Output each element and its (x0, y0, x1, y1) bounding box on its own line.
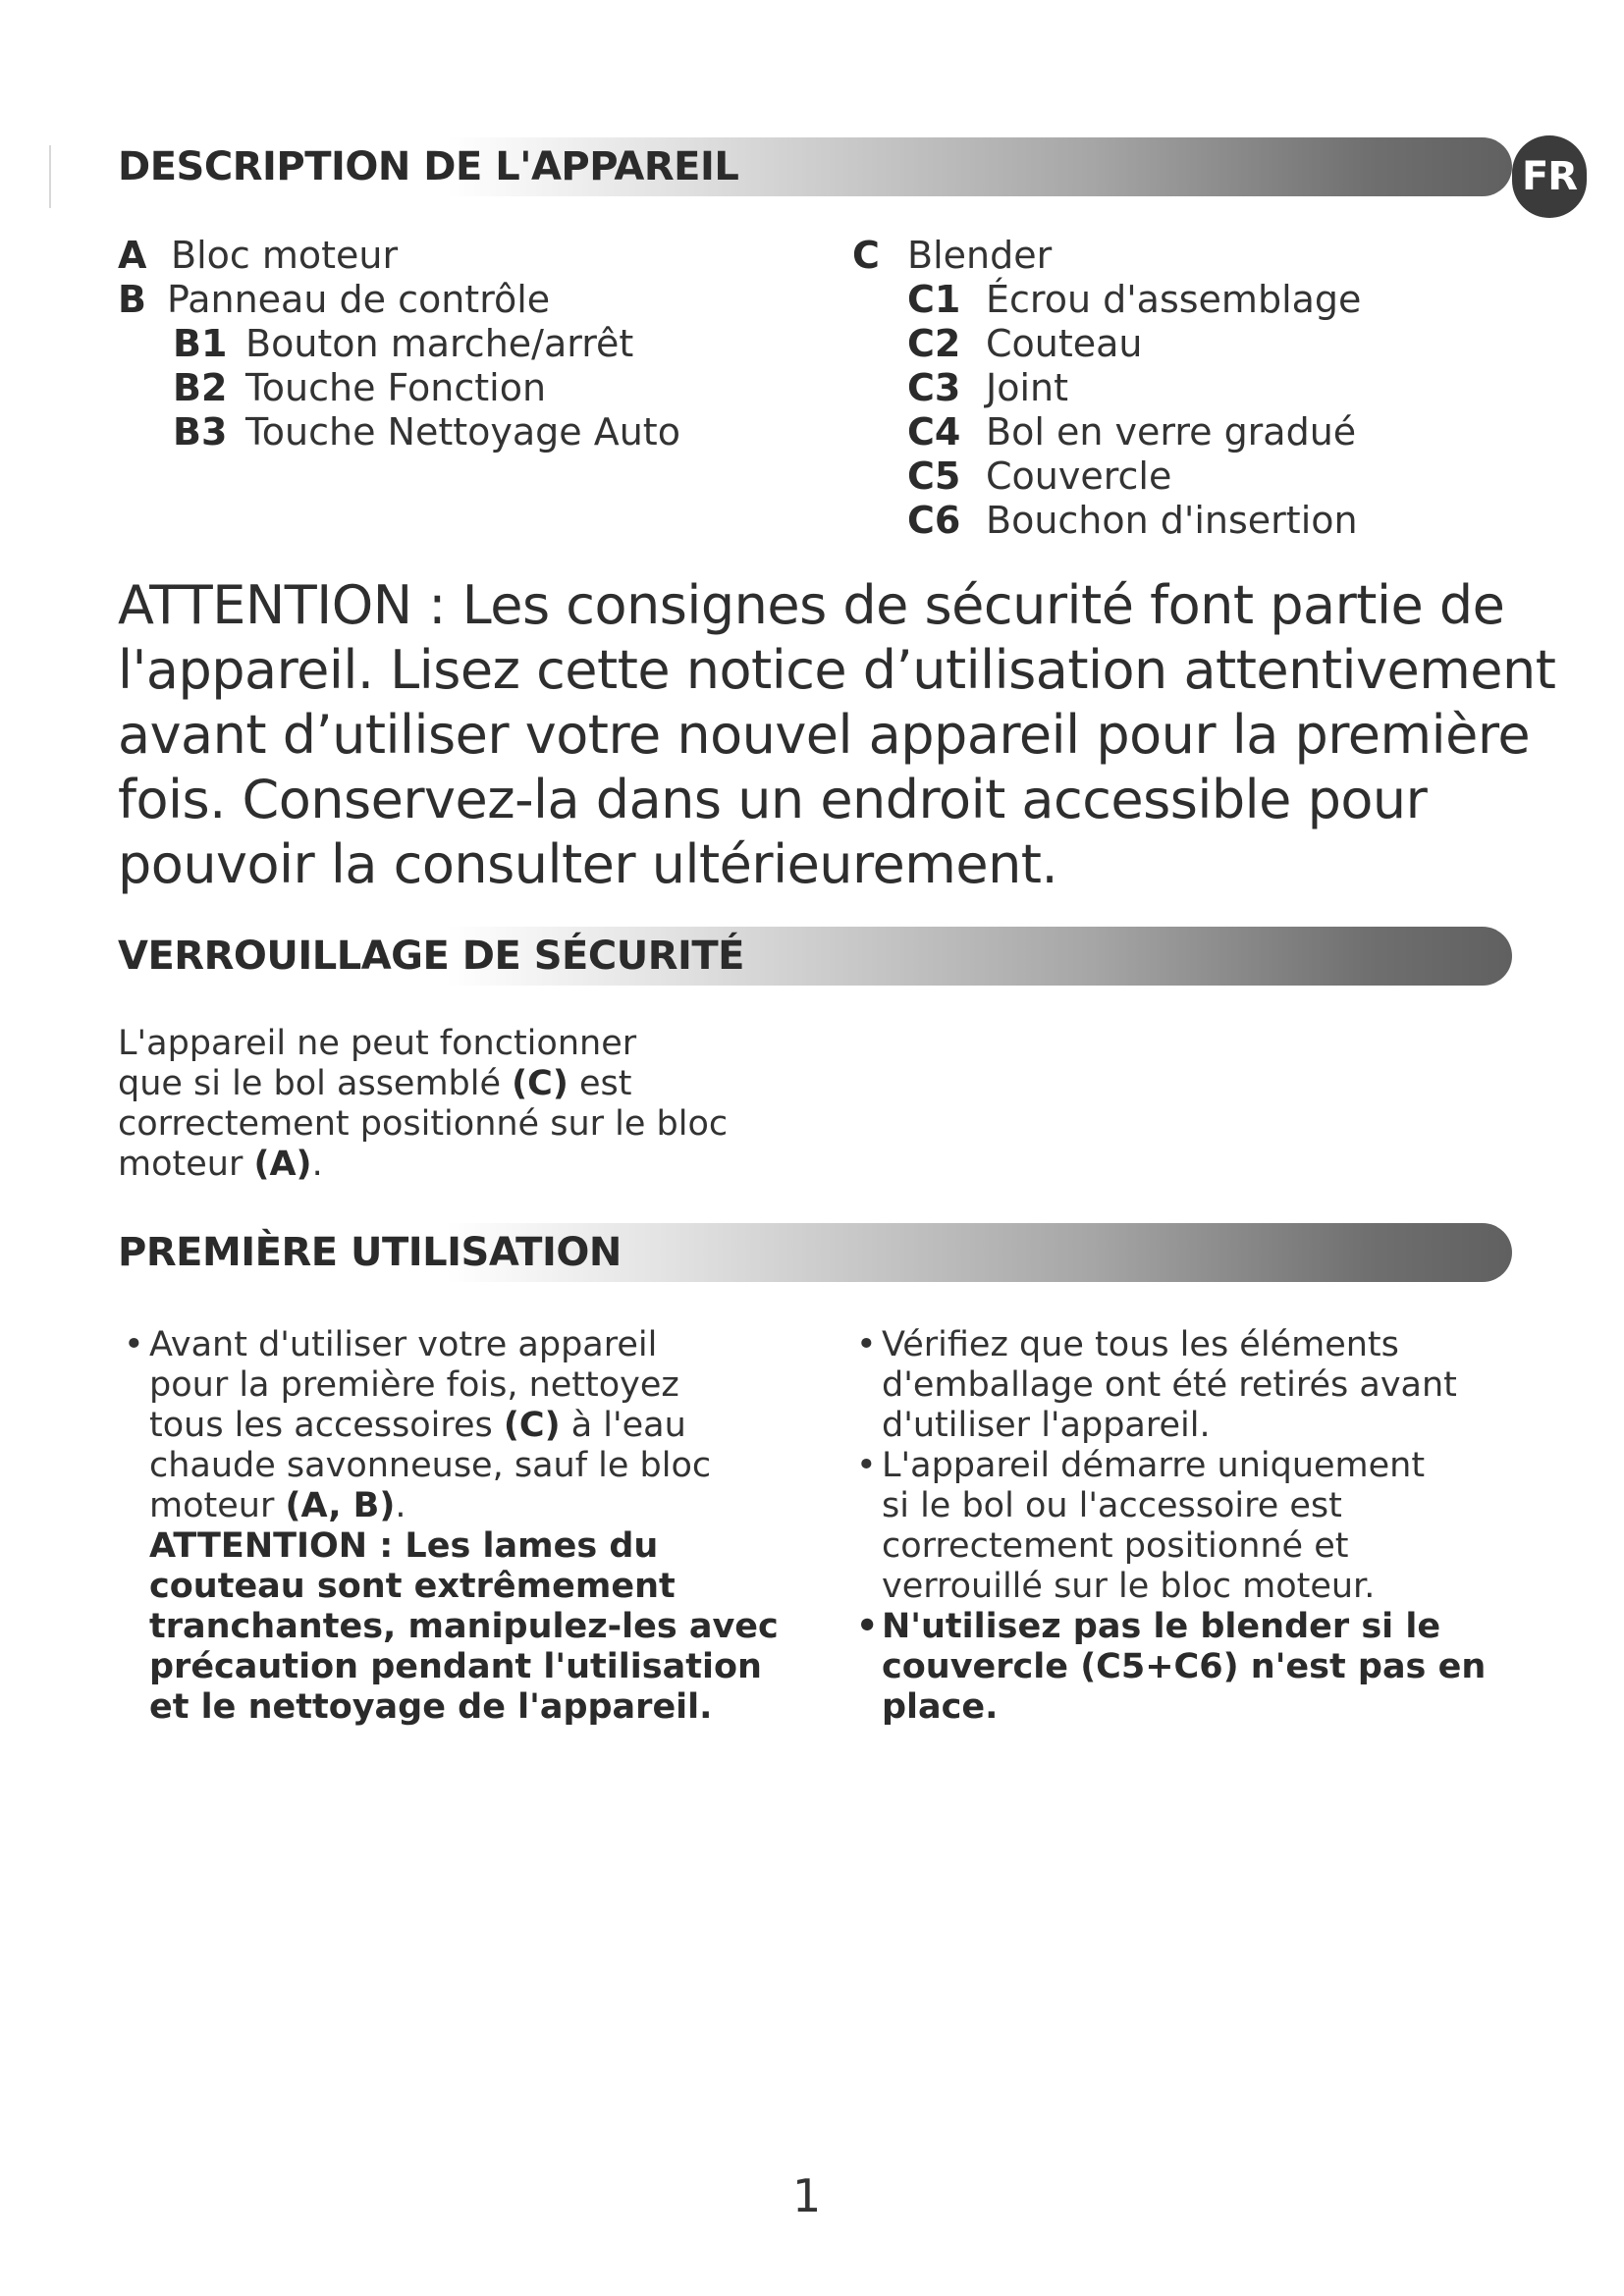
part-item (118, 278, 805, 322)
text-span: moteur (149, 1486, 286, 1525)
parts-list-right (852, 234, 1540, 543)
part-reference: (A) (253, 1145, 312, 1184)
part-code: C5 (907, 454, 961, 498)
section-title: VERROUILLAGE DE SÉCURITÉ (118, 934, 744, 979)
text-line (149, 1406, 779, 1446)
part-code: B2 (173, 366, 228, 409)
premiere-right-column (856, 1325, 1487, 1728)
text-span: est (568, 1064, 632, 1103)
text-line (149, 1486, 779, 1526)
bullet-icon: • (124, 1325, 144, 1364)
part-reference: (C) (512, 1064, 568, 1103)
text-span: Avant d'utiliser votre appareil (149, 1325, 658, 1364)
text-span: N'utilisez pas le blender si le (882, 1607, 1441, 1646)
warning-line: tranchantes, manipulez-les avec (149, 1607, 779, 1646)
text-line: si le bol ou l'accessoire est (882, 1486, 1342, 1525)
list-item (124, 1325, 779, 1365)
warning-line: ATTENTION : Les lames du (149, 1526, 659, 1566)
section-header-description (110, 137, 1512, 196)
part-label: Écrou d'assemblage (986, 278, 1362, 321)
part-label: Couteau (986, 322, 1143, 365)
text-span: que si le bol assemblé (118, 1064, 513, 1103)
list-item (856, 1446, 1486, 1486)
warning-line: couteau sont extrêmement (149, 1567, 676, 1606)
part-item (118, 322, 805, 366)
text-span: moteur (118, 1145, 254, 1184)
warning-line: couvercle (C5+C6) n'est pas en (882, 1647, 1487, 1686)
part-item (852, 234, 1540, 278)
text-line: correctement positionné sur le bloc (118, 1104, 729, 1144)
part-item (852, 278, 1540, 322)
text-line (118, 1064, 728, 1104)
verrouillage-paragraph (118, 1024, 728, 1185)
part-code: B3 (173, 410, 228, 454)
part-item (118, 410, 805, 454)
attention-line: avant d’utiliser votre nouvel appareil pour la première (118, 704, 1531, 766)
text-span: . (311, 1145, 323, 1184)
text-span: Vérifiez que tous les éléments (882, 1325, 1399, 1364)
text-line: d'utiliser l'appareil. (882, 1406, 1211, 1445)
margin-line (49, 145, 51, 208)
part-label: Bouchon d'insertion (986, 499, 1358, 542)
section-title: PREMIÈRE UTILISATION (118, 1230, 622, 1275)
part-item (852, 410, 1540, 454)
warning-line: et le nettoyage de l'appareil. (149, 1687, 713, 1727)
part-reference: (C) (503, 1406, 561, 1445)
language-badge (1512, 135, 1587, 218)
attention-paragraph (118, 573, 1556, 897)
part-code: A (118, 234, 147, 277)
list-item (856, 1325, 1486, 1365)
part-code: C4 (907, 410, 961, 454)
text-span: à l'eau (560, 1406, 686, 1445)
bullet-icon: • (856, 1607, 879, 1646)
text-line: verrouillé sur le bloc moteur. (882, 1567, 1376, 1606)
part-item (852, 499, 1540, 543)
part-item (852, 322, 1540, 366)
part-label: Panneau de contrôle (167, 278, 551, 321)
part-item (118, 366, 805, 410)
part-label: Blender (907, 234, 1053, 277)
part-code: C3 (907, 366, 961, 409)
page-number: 1 (792, 2169, 822, 2222)
part-item (852, 366, 1540, 410)
part-label: Touche Nettoyage Auto (245, 410, 680, 454)
part-code: C1 (907, 278, 961, 321)
text-span: L'appareil démarre uniquement (882, 1446, 1426, 1485)
part-label: Bloc moteur (171, 234, 399, 277)
attention-line: ATTENTION : Les consignes de sécurité font partie de (118, 574, 1505, 636)
premiere-left-column (124, 1325, 779, 1728)
text-line: L'appareil ne peut fonctionner (118, 1024, 637, 1063)
part-code: B (118, 278, 146, 321)
part-code: C (852, 234, 880, 277)
warning-line: précaution pendant l'utilisation (149, 1647, 762, 1686)
text-line (118, 1145, 728, 1185)
text-line: correctement positionné et (882, 1526, 1349, 1566)
text-line: d'emballage ont été retirés avant (882, 1365, 1457, 1405)
section-header-premiere (110, 1223, 1512, 1282)
part-label: Couvercle (986, 454, 1172, 498)
part-item (852, 454, 1540, 499)
list-item (856, 1607, 1486, 1647)
attention-line: l'appareil. Lisez cette notice d’utilisation attentivement (118, 639, 1556, 701)
part-label: Joint (986, 366, 1068, 409)
attention-line: fois. Conservez-la dans un endroit accessible pour (118, 769, 1428, 830)
text-line: pour la première fois, nettoyez (149, 1365, 679, 1405)
text-line: chaude savonneuse, sauf le bloc (149, 1446, 712, 1485)
part-item (118, 234, 805, 278)
part-label: Bouton marche/arrêt (245, 322, 634, 365)
part-code: C6 (907, 499, 961, 542)
part-reference: (A, B) (285, 1486, 396, 1525)
bullet-icon: • (856, 1446, 877, 1485)
part-label: Touche Fonction (245, 366, 547, 409)
section-title: DESCRIPTION DE L'APPAREIL (118, 144, 739, 189)
text-span: . (395, 1486, 406, 1525)
text-span: tous les accessoires (149, 1406, 504, 1445)
parts-list-left (118, 234, 805, 454)
part-code: B1 (173, 322, 228, 365)
part-code: C2 (907, 322, 961, 365)
part-label: Bol en verre gradué (986, 410, 1357, 454)
warning-line: place. (882, 1687, 999, 1727)
bullet-icon: • (856, 1325, 877, 1364)
attention-line: pouvoir la consulter ultérieurement. (118, 833, 1058, 895)
section-header-verrouillage (110, 927, 1512, 986)
language-badge-label: FR (1521, 154, 1578, 199)
